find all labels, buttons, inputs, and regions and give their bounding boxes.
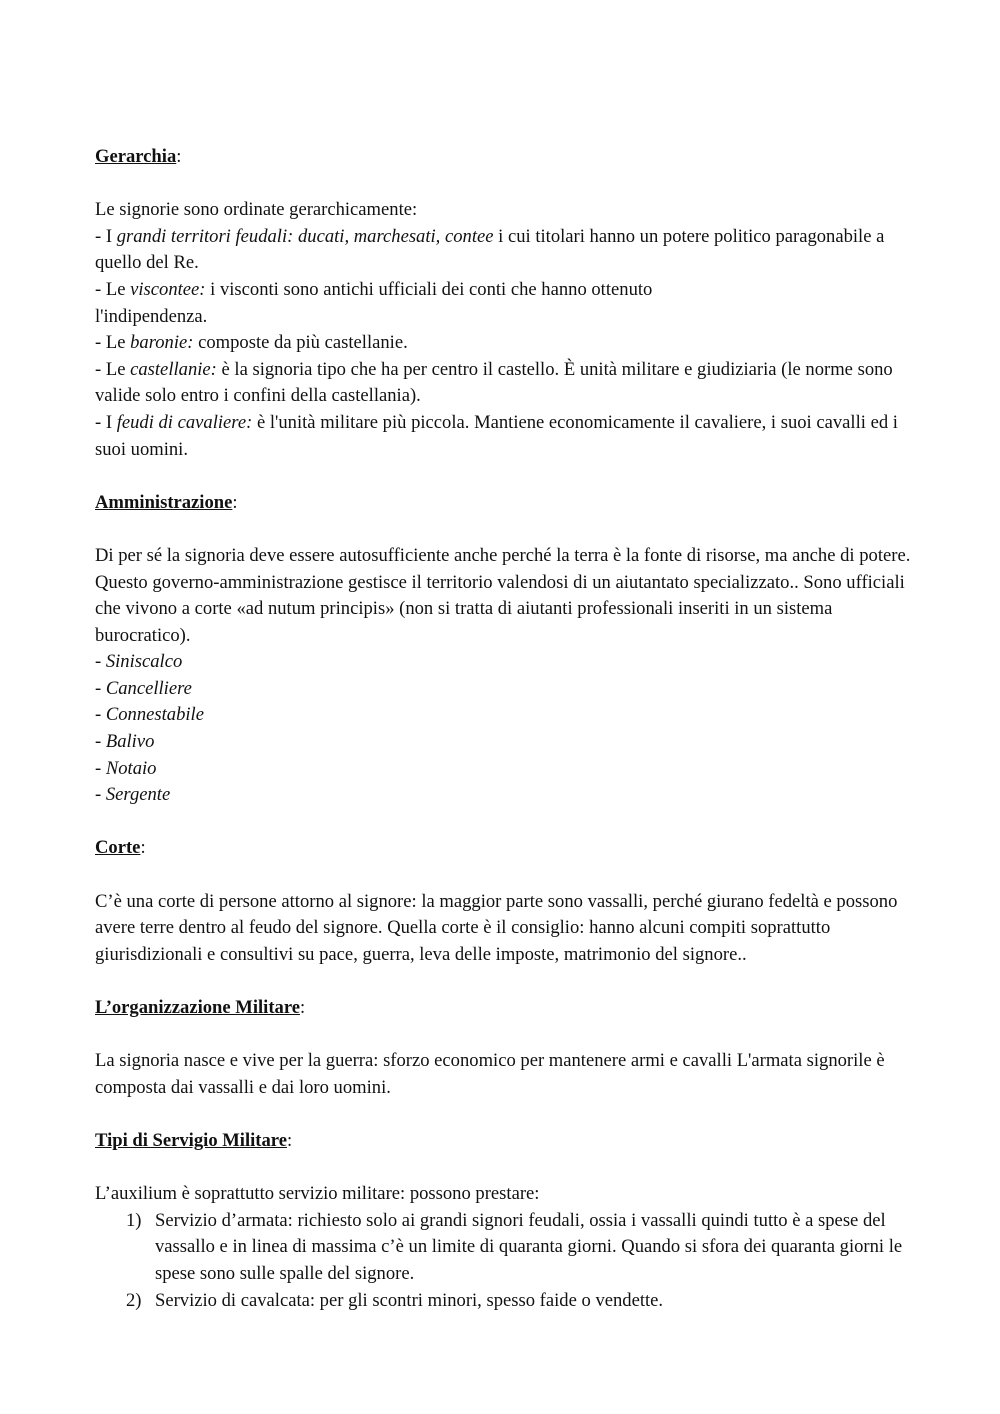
corte-paragraph: C’è una corte di persone attorno al signore: la maggior parte sono vassalli, perché giurano fedeltà e possono avere terre dentro al feudo del signore. Quella corte è il consiglio: hanno alcuni compiti soprattutto giurisdizionali e consultivi su pace, guerra, leva delle imposte, matrimonio del signore..: [95, 890, 898, 965]
amministrazione-paragraph: Di per sé la signoria deve essere autosufficiente anche perché la terra è la fonte di risorse, ma anche di potere. Questo governo-amministrazione gestisce il territorio valendosi di un aiutantato specializzato.. Sono ufficiali che vivono a corte «ad nutum principis» (non si tratta di aiutanti professionali inseriti in un sistema burocratico).: [95, 544, 911, 646]
list-number: 2): [126, 1289, 142, 1311]
official-name: Balivo: [105, 731, 155, 753]
gerarchia-item: - Le viscontee: i visconti sono antichi ufficiali dei conti che hanno ottenuto l'indipendenza.: [95, 278, 653, 327]
heading-text: Tipi di Servigio Militare: [95, 1129, 287, 1151]
gerarchia-term: castellanie:: [130, 358, 217, 380]
official-item: - Siniscalco: [95, 651, 183, 673]
official-item: - Balivo: [95, 731, 155, 753]
heading-text: Corte: [95, 837, 141, 859]
official-item: - Cancelliere: [95, 677, 192, 699]
servigio-intro: L’auxilium è soprattutto servizio militare: possono prestare:: [95, 1183, 540, 1205]
heading-text: Amministrazione: [95, 491, 233, 513]
official-name: Siniscalco: [105, 651, 183, 673]
gerarchia-term: feudi di cavaliere:: [116, 411, 253, 433]
list-item-text: Servizio di cavalcata: per gli scontri minori, spesso faide o vendette.: [155, 1289, 664, 1311]
list-item-text: Servizio d’armata: richiesto solo ai grandi signori feudali, ossia i vassalli quindi tutto è a spese del vassallo e in linea di massima c’è un limite di quaranta giorni. Quando si sfora dei quaranta giorni le spese sono sulle spalle del signore.: [155, 1209, 903, 1284]
section-heading-gerarchia: [95, 144, 915, 171]
section-heading-servigio: [95, 1128, 915, 1155]
gerarchia-term: baronie:: [130, 332, 194, 354]
official-item: - Sergente: [95, 784, 171, 806]
gerarchia-item: - I feudi di cavaliere: è l'unità militare più piccola. Mantiene economicamente il cavaliere, i suoi cavalli ed i suoi uomini.: [95, 411, 898, 460]
militare-paragraph: La signoria nasce e vive per la guerra: sforzo economico per mantenere armi e cavalli L'armata signorile è composta dai vassalli e dai loro uomini.: [95, 1050, 885, 1098]
official-item: - Connestabile: [95, 704, 204, 726]
list-number: 1): [126, 1209, 142, 1231]
section-heading-corte: [95, 835, 915, 862]
gerarchia-term: grandi territori feudali: ducati, marchesati, contee: [116, 225, 494, 247]
official-name: Notaio: [105, 757, 157, 779]
heading-text: Gerarchia: [95, 146, 177, 167]
official-item: - Notaio: [95, 757, 157, 779]
gerarchia-term: viscontee:: [130, 278, 206, 300]
heading-colon: :: [300, 997, 306, 1018]
gerarchia-item: - Le baronie: composte da più castellanie.: [95, 332, 408, 354]
official-name: Cancelliere: [105, 677, 192, 699]
gerarchia-item: - Le castellanie: è la signoria tipo che ha per centro il castello. È unità militare e giudiziaria (le norme sono valide solo entro i confini della castellania).: [95, 358, 893, 407]
gerarchia-item: - I grandi territori feudali: ducati, marchesati, contee i cui titolari hanno un potere politico paragonabile a quello del Re.: [95, 225, 885, 274]
heading-colon: :: [286, 1129, 293, 1151]
official-name: Sergente: [105, 784, 171, 806]
servigio-item: [95, 1288, 915, 1315]
document-body: [95, 144, 915, 1314]
heading-colon: :: [140, 837, 146, 859]
heading-colon: :: [176, 146, 182, 167]
heading-text: L’organizzazione Militare: [95, 997, 301, 1018]
section-heading-amministrazione: [95, 490, 915, 517]
servigio-list: [95, 1208, 915, 1314]
heading-colon: :: [232, 491, 238, 513]
section-heading-militare: [95, 995, 915, 1022]
gerarchia-intro: Le signorie sono ordinate gerarchicamente:: [95, 199, 418, 221]
servigio-item: [95, 1208, 915, 1288]
official-name: Connestabile: [105, 704, 204, 726]
